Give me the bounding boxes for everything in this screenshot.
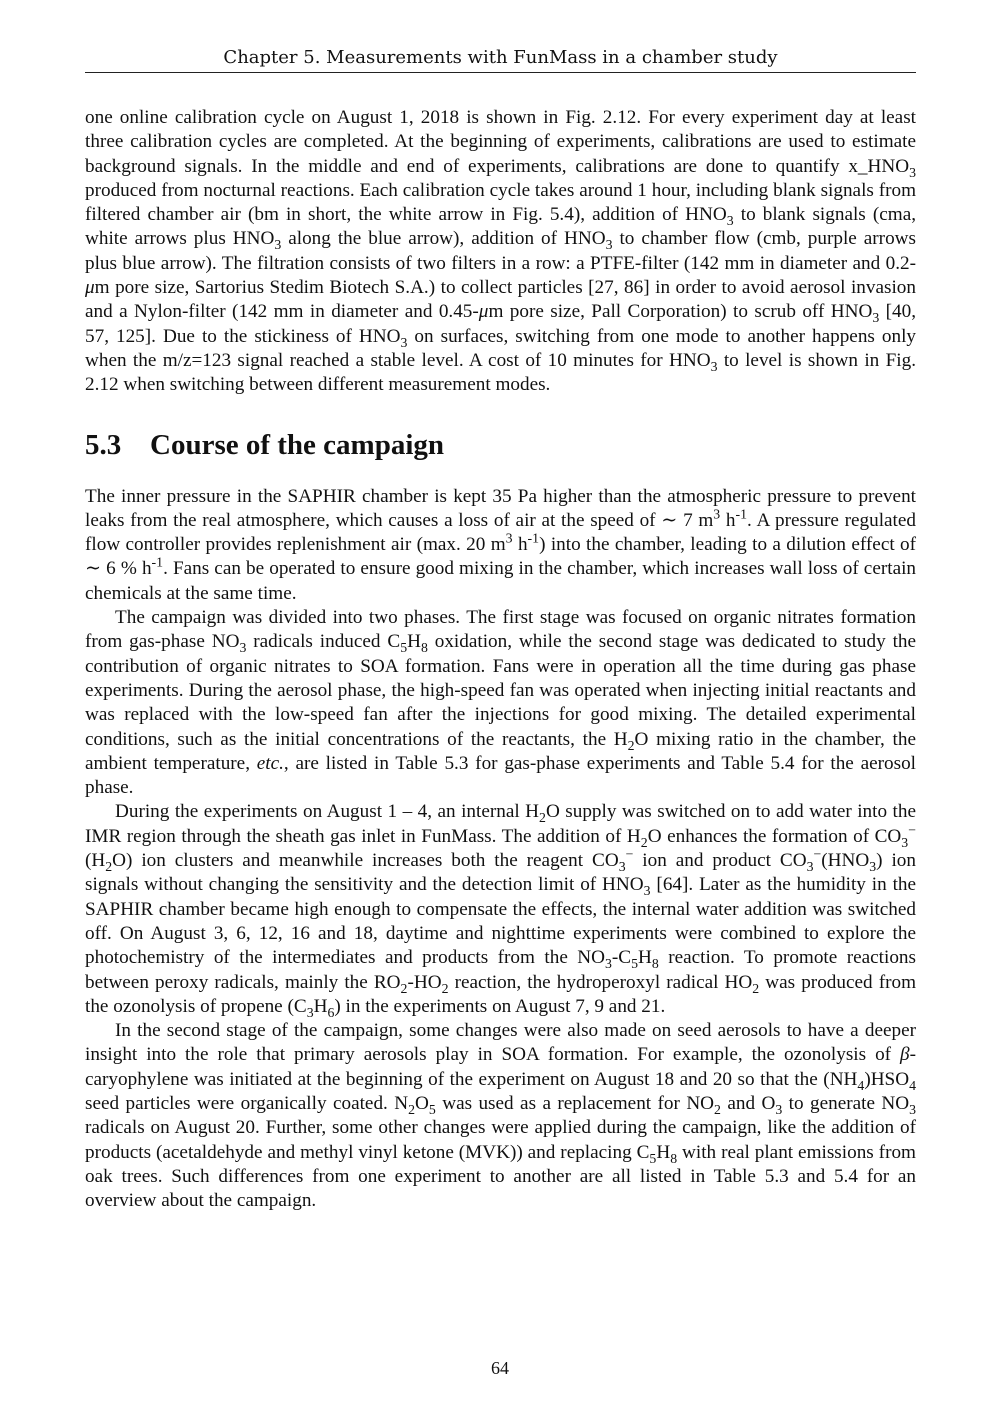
paragraph: During the experiments on August 1 – 4, an internal $H_2O$ supply was switched on to add water into the IMR region through the sheath gas inlet in FunMass. The addition of $H_2O$ enhances the formation of $CO_3^-(H_2O)$ ion clusters and meanwhile increases both the reagent $CO_3^-$ ion and product $CO_3^-(HNO_3)$ ion signals without changing the sensitivity and the detection limit of $HNO_3$ [64]. Later as the humidity in the SAPHIR chamber became high enough to compensate the effects, the internal water addition was switched off. On August 3, 6, 12, 16 and 18, daytime and nighttime experiments were combined to explore the photochemistry of the intermediates and products from the $NO_3-C_5H_8$ reaction. To promote reactions between peroxy radicals, mainly the $RO_2-HO_2$ reaction, the hydroperoxyl radical $HO_2$ was produced from the ozonolysis of propene $(C_3H_6)$ in the experiments on August 7, 9 and 21. xyxy=(85,801,917,1020)
section-title: Course of the campaign xyxy=(150,428,445,461)
section-number: 5.3 xyxy=(85,428,122,461)
section-heading xyxy=(85,427,916,463)
page-number: 64 xyxy=(491,1358,509,1378)
paragraph: The inner pressure in the SAPHIR chamber is kept 35 Pa higher than the atmospheric pressure to prevent leaks from the real atmosphere, which causes a loss of air at the speed of ∼ 7 $m^3$ $h^{-1}$. A pressure regulated flow controller provides replenishment air (max. 20 $m^3$ $h^{-1}$) into the chamber, leading to a dilution effect of ∼ 6 % $h^{-1}$. Fans can be operated to ensure good mixing in the chamber, which increases wall loss of certain chemicals at the same time. xyxy=(85,485,917,604)
paragraph: In the second stage of the campaign, some changes were also made on seed aerosols to have a deeper insight into the role that primary aerosols play in SOA formation. For example, the ozonolysis of β-caryophylene was initiated at the beginning of the experiment on August 18 and 20 so that the $(NH_4)HSO_4$ seed particles were organically coated. $N_2O_5$ was used as a replacement for $NO_2$ and $O_3$ to generate $NO_3$ radicals on August 20. Further, some other changes were applied during the campaign, like the addition of products (acetaldehyde and methyl vinyl ketone (MVK)) and replacing $C_5H_8$ with real plant emissions from oak trees. Such differences from one experiment to another are all listed in Table 5.3 and 5.4 for an overview about the campaign. xyxy=(85,1020,917,1212)
paragraph: The campaign was divided into two phases. The first stage was focused on organic nitrates formation from gas-phase $NO_3$ radicals induced $C_5H_8$ oxidation, while the second stage was dedicated to study the contribution of organic nitrates to SOA formation. Fans were in operation all the time during gas phase experiments. During the aerosol phase, the high-speed fan was operated when injecting initial reactants and was replaced with the low-speed fan after the injections for good mixing. The detailed experimental conditions, such as the initial concentrations of the reactants, the $H_2O$ mixing ratio in the chamber, the ambient temperature, etc., are listed in Table 5.3 for gas-phase experiments and Table 5.4 for the aerosol phase. xyxy=(85,607,917,799)
paragraph: one online calibration cycle on August 1, 2018 is shown in Fig. 2.12. For every experiment day at least three calibration cycles are completed. At the beginning of experiments, calibrations are used to estimate background signals. In the middle and end of experiments, calibrations are done to quantify $x\_HNO_3$ produced from nocturnal reactions. Each calibration cycle takes around 1 hour, including blank signals from filtered chamber air (bm in short, the white arrow in Fig. 5.4), addition of $HNO_3$ to blank signals (cma, white arrows plus $HNO_3$ along the blue arrow), addition of $HNO_3$ to chamber flow (cmb, purple arrows plus blue arrow). The filtration consists of two filters in a row: a PTFE-filter (142 mm in diameter and 0.2-μm pore size, Sartorius Stedim Biotech S.A.) to collect particles [27, 86] in order to avoid aerosol invasion and a Nylon-filter (142 mm in diameter and 0.45-μm pore size, Pall Corporation) to scrub off $HNO_3$ [40, 57, 125]. Due to the stickiness of $HNO_3$ on surfaces, switching from one mode to another happens only when the m/z=123 signal reached a stable level. A cost of 10 minutes for $HNO_3$ to level is shown in Fig. 2.12 when switching between different measurement modes. xyxy=(85,107,917,396)
main-text xyxy=(85,106,916,1213)
running-head: Chapter 5. Measurements with FunMass in a chamber study xyxy=(85,46,916,73)
